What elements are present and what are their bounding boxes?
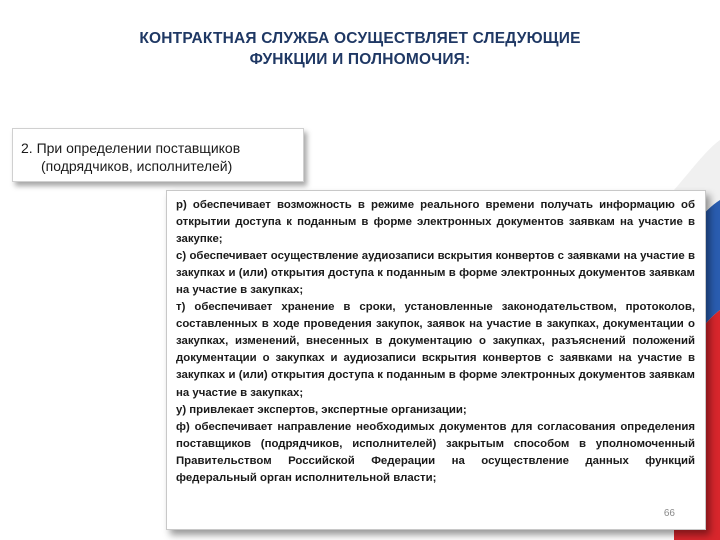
content-box [166,190,706,530]
slide-title-line-1: КОНТРАКТНАЯ СЛУЖБА ОСУЩЕСТВЛЯЕТ СЛЕДУЮЩИЕ [139,30,581,47]
paragraph-t: т) обеспечивает хранение в сроки, установленные законодательством, протоколов, составленных в ходе проведения закупок, заявок на участие в закупках, документации о закупках, изменений, внесенных в документацию о закупках, разъяснений положений документации о закупках и аудиозаписи вскрытия конвертов с заявками на участие в закупках и (или) открытия доступа к поданным в форме электронных документов заявкам на участие в закупках; [176,301,695,399]
section-heading-line-2: (подрядчиков, исполнителей) [41,158,233,174]
paragraph-s: с) обеспечивает осуществление аудиозаписи вскрытия конвертов с заявками на участие в закупках и (или) открытия доступа к поданным в форме электронных документов заявкам на участие в закупках; [176,250,695,297]
slide-title-line-2: ФУНКЦИИ И ПОЛНОМОЧИЯ: [249,51,471,68]
paragraph-u: у) привлекает экспертов, экспертные организации; [176,403,467,416]
paragraph-f: ф) обеспечивает направление необходимых документов для согласования определения поставщиков (подрядчиков, исполнителей) закрытым способом в уполномоченный Правительством Российской Федерации на осуществление данных функций федеральный орган исполнительной власти; [176,420,695,484]
section-heading-box [12,128,304,182]
slide-title [60,28,660,70]
section-heading-line-1: 2. При определении поставщиков [21,140,241,156]
paragraph-r: р) обеспечивает возможность в режиме реального времени получать информацию об открытии доступа к поданным в форме электронных документов заявкам на участие в закупке; [176,199,695,246]
page-number: 66 [663,508,675,519]
content-text [176,197,695,487]
